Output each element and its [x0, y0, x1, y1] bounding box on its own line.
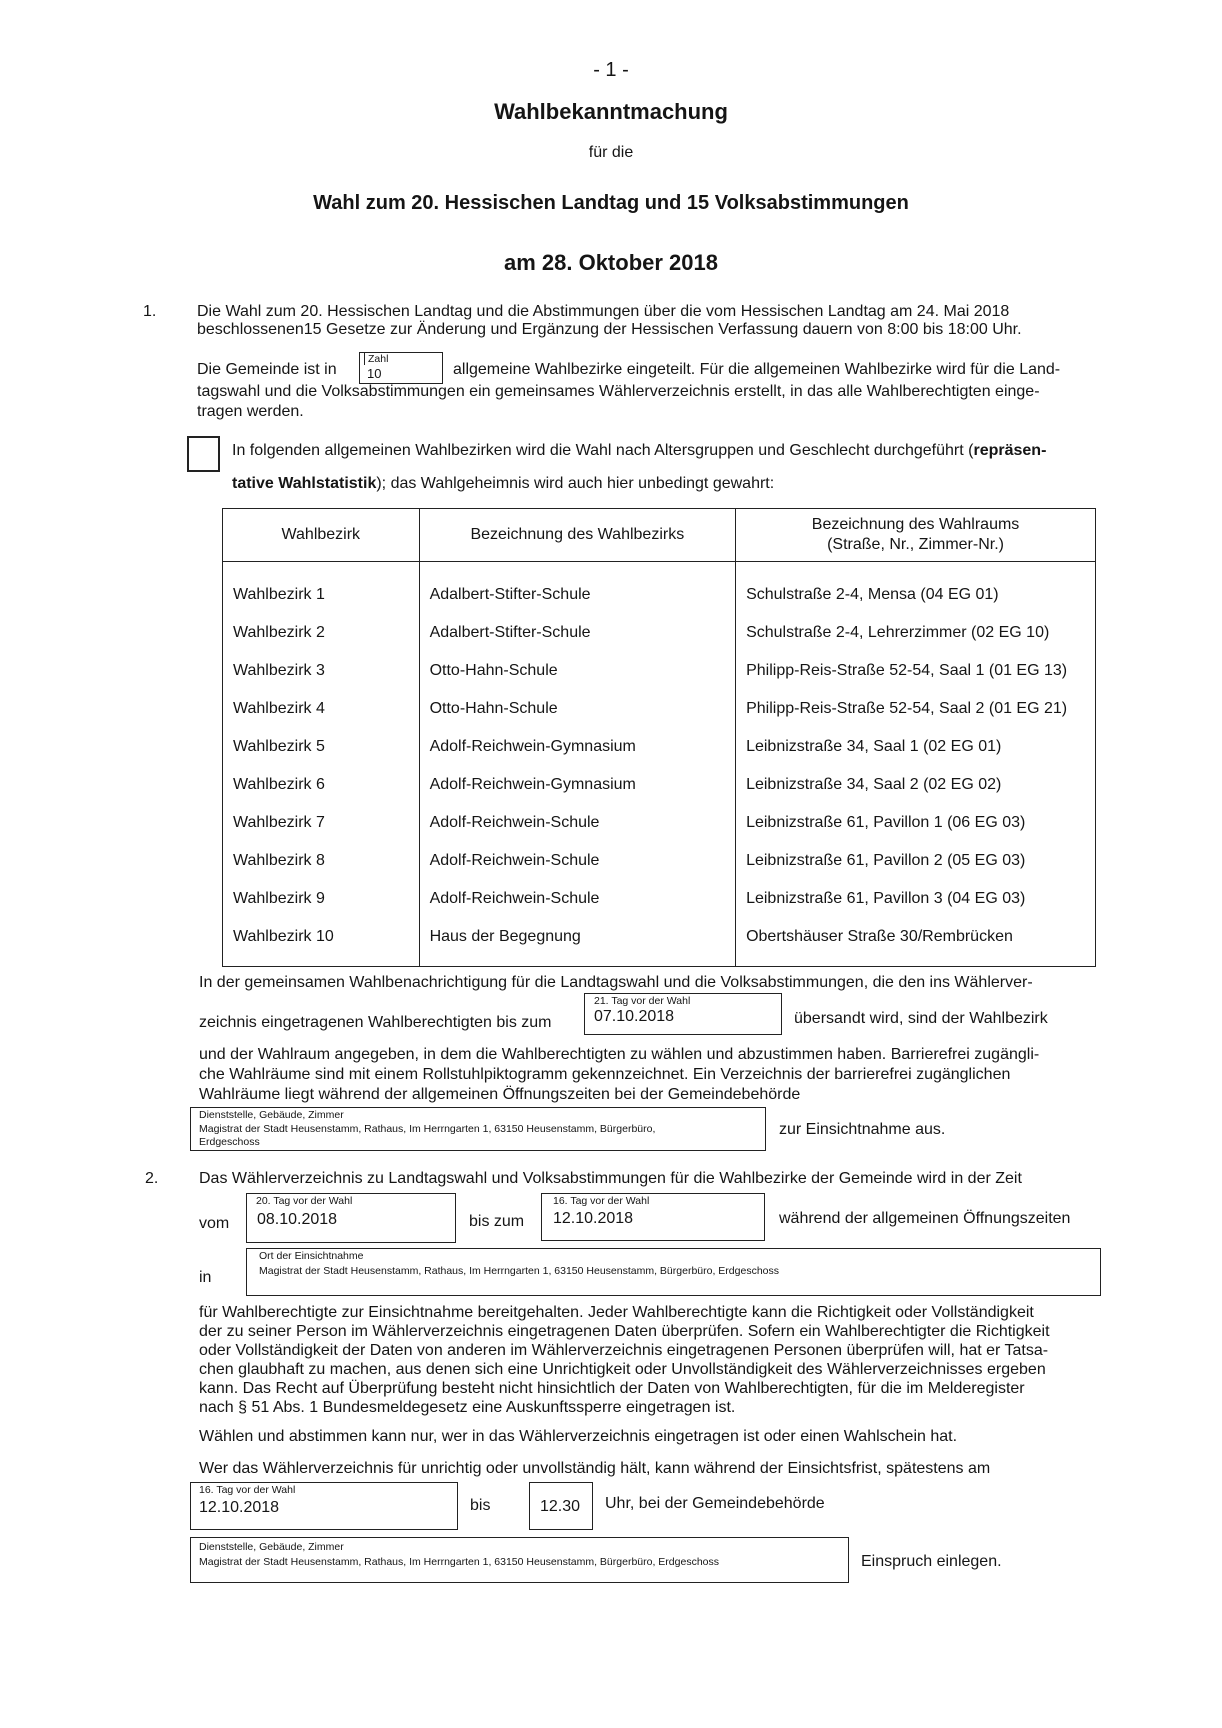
einsicht-from-label: 20. Tag vor der Wahl: [256, 1195, 353, 1207]
benachrichtigung-line-1: In der gemeinsamen Wahlbenachrichtigung für die Landtagswahl und die Volksabstimmungen, die den ins Wählerver-: [199, 974, 1033, 991]
cell-wahlbezirk: Wahlbezirk 5: [223, 728, 420, 766]
section-1-line-5: tragen werden.: [197, 403, 304, 420]
cell-bezeichnung: Otto-Hahn-Schule: [419, 652, 736, 690]
dienststelle-value-1b: Erdgeschoss: [199, 1136, 260, 1148]
section-2-line-1: Das Wählerverzeichnis zu Landtagswahl und Volksabstimmungen für die Wahlbezirke der Gemeinde wird in der Zeit: [199, 1170, 1022, 1187]
einspruch-intro: Wer das Wählerverzeichnis für unrichtig oder unvollständig hält, kann während der Einsichtsfrist, spätestens am: [199, 1460, 991, 1477]
einsicht-from-field: [246, 1193, 456, 1243]
cell-bezeichnung: Adolf-Reichwein-Schule: [419, 880, 736, 918]
table-row: [223, 804, 1096, 842]
in-text: in: [199, 1269, 212, 1286]
dienststelle-value-1: Magistrat der Stadt Heusenstamm, Rathaus, Im Herrngarten 1, 63150 Heusenstamm, Bürgerbüro,: [199, 1123, 656, 1135]
table-row: [223, 766, 1096, 804]
einsicht-from-value: 08.10.2018: [257, 1211, 338, 1228]
table-row: [223, 728, 1096, 766]
cell-bezeichnung: Haus der Begegnung: [419, 918, 736, 967]
dienststelle-label-2: Dienststelle, Gebäude, Zimmer: [199, 1541, 344, 1553]
waehlen-text: Wählen und abstimmen kann nur, wer in das Wählerverzeichnis eingetragen ist oder einen Wahlschein hat.: [199, 1428, 958, 1445]
cell-bezeichnung: Otto-Hahn-Schule: [419, 690, 736, 728]
cell-wahlbezirk: Wahlbezirk 2: [223, 614, 420, 652]
cell-wahlraum: Philipp-Reis-Straße 52-54, Saal 2 (01 EG 21): [736, 690, 1096, 728]
gemeinde-prefix: Die Gemeinde ist in: [197, 361, 337, 378]
section-2-para-2: der zu seiner Person im Wählerverzeichnis eingetragenen Daten überprüfen. Sofern ein Wahlberechtigter die Richtigkeit: [199, 1323, 1050, 1340]
cell-wahlbezirk: Wahlbezirk 3: [223, 652, 420, 690]
cell-wahlbezirk: Wahlbezirk 10: [223, 918, 420, 967]
einsichtnahme-suffix: zur Einsichtnahme aus.: [779, 1121, 946, 1138]
zahl-label: Zahl: [364, 353, 388, 365]
statistik-line-2: [232, 474, 774, 494]
einspruch-deadline-field: [190, 1482, 458, 1530]
dienststelle-value-2: Magistrat der Stadt Heusenstamm, Rathaus, Im Herrngarten 1, 63150 Heusenstamm, Bürgerbüro, Erdgeschoss: [199, 1556, 719, 1568]
section-2-number: 2.: [145, 1170, 159, 1187]
einsicht-to-field: [541, 1193, 765, 1241]
header-wahlraum-line-1: Bezeichnung des Wahlraums: [811, 516, 1020, 533]
cell-wahlbezirk: Wahlbezirk 8: [223, 842, 420, 880]
table-row: [223, 562, 1096, 615]
section-1-line-2: beschlossenen15 Gesetze zur Änderung und Ergänzung der Hessischen Verfassung dauern von 8:00 bis 18:00 Uhr.: [197, 321, 1022, 338]
cell-wahlbezirk: Wahlbezirk 7: [223, 804, 420, 842]
cell-bezeichnung: Adolf-Reichwein-Schule: [419, 842, 736, 880]
statistik-line-1-text: In folgenden allgemeinen Wahlbezirken wird die Wahl nach Altersgruppen und Geschlecht durchgeführt (: [232, 442, 974, 459]
cell-bezeichnung: Adolf-Reichwein-Schule: [419, 804, 736, 842]
statistik-checkbox[interactable]: [187, 436, 220, 472]
cell-wahlbezirk: Wahlbezirk 9: [223, 880, 420, 918]
cell-bezeichnung: Adalbert-Stifter-Schule: [419, 562, 736, 615]
uebersendung-date-field: [584, 993, 782, 1035]
statistik-line-1: [232, 441, 1046, 461]
einspruch-time-value: 12.30: [540, 1498, 581, 1515]
cell-wahlraum: Schulstraße 2-4, Mensa (04 EG 01): [736, 562, 1096, 615]
cell-wahlraum: Obertshäuser Straße 30/Rembrücken: [736, 918, 1096, 967]
vom-text: vom: [199, 1215, 230, 1232]
table-row: [223, 842, 1096, 880]
ort-einsichtnahme-field: [246, 1248, 1101, 1296]
uhr-text: Uhr, bei der Gemeindebehörde: [605, 1495, 825, 1512]
fuer-die-text: für die: [588, 144, 634, 161]
table-row: [223, 614, 1096, 652]
table-row: [223, 918, 1096, 967]
dienststelle-field-1: [190, 1107, 766, 1151]
page-number: - 1 -: [593, 59, 629, 81]
cell-wahlraum: Schulstraße 2-4, Lehrerzimmer (02 EG 10): [736, 614, 1096, 652]
cell-bezeichnung: Adolf-Reichwein-Gymnasium: [419, 766, 736, 804]
benachrichtigung-line-5: Wahlräume liegt während der allgemeinen Öffnungszeiten bei der Gemeindebehörde: [199, 1086, 801, 1103]
cell-wahlbezirk: Wahlbezirk 4: [223, 690, 420, 728]
bis-zum-text: bis zum: [469, 1213, 525, 1230]
ort-einsichtnahme-value: Magistrat der Stadt Heusenstamm, Rathaus, Im Herrngarten 1, 63150 Heusenstamm, Bürgerbüro, Erdgeschoss: [259, 1265, 779, 1277]
einspruch-suffix: Einspruch einlegen.: [861, 1553, 1002, 1570]
uebersendung-date-value: 07.10.2018: [594, 1008, 675, 1025]
cell-wahlraum: Leibnizstraße 34, Saal 2 (02 EG 02): [736, 766, 1096, 804]
table-row: [223, 880, 1096, 918]
zahl-field: [359, 352, 443, 384]
benachrichtigung-line-3: und der Wahlraum angegeben, in dem die Wahlberechtigten zu wählen und abzustimmen haben. Barrierefrei zugängli-: [199, 1046, 1040, 1063]
bis-text: bis: [470, 1497, 491, 1514]
cell-wahlraum: Leibnizstraße 34, Saal 1 (02 EG 01): [736, 728, 1096, 766]
election-date-heading: am 28. Oktober 2018: [503, 250, 718, 275]
header-wahlbezirk: Wahlbezirk: [223, 509, 420, 562]
oeffnungszeiten-text: während der allgemeinen Öffnungszeiten: [779, 1210, 1071, 1227]
section-2-para-1: für Wahlberechtigte zur Einsichtnahme bereitgehalten. Jeder Wahlberechtigte kann die Richtigkeit oder Vollständigkeit: [199, 1304, 1034, 1321]
cell-wahlraum: Leibnizstraße 61, Pavillon 2 (05 EG 03): [736, 842, 1096, 880]
page-title: Wahlbekanntmachung: [494, 99, 728, 124]
gemeinde-suffix: allgemeine Wahlbezirke eingeteilt. Für die allgemeinen Wahlbezirke wird für die Land-: [453, 361, 1061, 378]
table-row: [223, 690, 1096, 728]
ort-einsichtnahme-label: Ort der Einsichtnahme: [259, 1250, 364, 1262]
section-1-line-1: Die Wahl zum 20. Hessischen Landtag und die Abstimmungen über die vom Hessischen Landtag am 24. Mai 2018: [197, 303, 1010, 320]
section-2-para-5: kann. Das Recht auf Überprüfung besteht nicht hinsichtlich der Daten von Wahlberechtigten, für die im Melderegister: [199, 1380, 1025, 1397]
table-row: [223, 652, 1096, 690]
einsicht-to-label: 16. Tag vor der Wahl: [553, 1195, 650, 1207]
header-bezeichnung-wahlbezirk: Bezeichnung des Wahlbezirks: [419, 509, 736, 562]
dienststelle-label-1: Dienststelle, Gebäude, Zimmer: [199, 1109, 344, 1121]
section-1-line-4: tagswahl und die Volksabstimmungen ein gemeinsames Wählerverzeichnis erstellt, in das alle Wahlberechtigten einge-: [197, 383, 1040, 400]
cell-wahlraum: Philipp-Reis-Straße 52-54, Saal 1 (01 EG 13): [736, 652, 1096, 690]
statistik-line-1-bold: repräsen-: [973, 442, 1047, 459]
statistik-line-2-bold: tative Wahlstatistik: [232, 475, 377, 492]
benachrichtigung-line-2-prefix: zeichnis eingetragenen Wahlberechtigten bis zum: [199, 1014, 552, 1031]
cell-wahlraum: Leibnizstraße 61, Pavillon 3 (04 EG 03): [736, 880, 1096, 918]
cell-wahlraum: Leibnizstraße 61, Pavillon 1 (06 EG 03): [736, 804, 1096, 842]
einspruch-deadline-value: 12.10.2018: [199, 1499, 280, 1516]
cell-bezeichnung: Adolf-Reichwein-Gymnasium: [419, 728, 736, 766]
table-header-row: [223, 509, 1096, 562]
wahlbezirk-table: [222, 508, 1096, 967]
einspruch-time-field: [529, 1482, 593, 1530]
section-2-para-6: nach § 51 Abs. 1 Bundesmeldegesetz eine Auskunftssperre eingetragen ist.: [199, 1399, 736, 1416]
dienststelle-field-2: [190, 1537, 849, 1583]
einspruch-deadline-label: 16. Tag vor der Wahl: [199, 1484, 296, 1496]
uebersendung-date-label: 21. Tag vor der Wahl: [594, 995, 691, 1007]
section-2-para-3: oder Vollständigkeit der Daten von anderen im Wählerverzeichnis eingetragenen Personen überprüfen will, hat er Tatsa-: [199, 1342, 1049, 1359]
statistik-line-2-text: ); das Wahlgeheimnis wird auch hier unbedingt gewahrt:: [376, 475, 775, 492]
election-subtitle: Wahl zum 20. Hessischen Landtag und 15 Volksabstimmungen: [313, 192, 909, 214]
cell-bezeichnung: Adalbert-Stifter-Schule: [419, 614, 736, 652]
header-wahlraum-line-2: (Straße, Nr., Zimmer-Nr.): [827, 536, 1004, 553]
section-1-number: 1.: [143, 303, 157, 320]
zahl-value: 10: [367, 366, 382, 381]
header-bezeichnung-wahlraum: [736, 509, 1096, 562]
einsicht-to-value: 12.10.2018: [553, 1210, 634, 1227]
cell-wahlbezirk: Wahlbezirk 1: [223, 562, 420, 615]
cell-wahlbezirk: Wahlbezirk 6: [223, 766, 420, 804]
benachrichtigung-line-2-suffix: übersandt wird, sind der Wahlbezirk: [794, 1010, 1048, 1027]
benachrichtigung-line-4: che Wahlräume sind mit einem Rollstuhlpiktogramm gekennzeichnet. Ein Verzeichnis der barrierefrei zugänglichen: [199, 1066, 1011, 1083]
section-2-para-4: chen glaubhaft zu machen, aus denen sich eine Unrichtigkeit oder Unvollständigkeit des Wählerverzeichnisses ergeben: [199, 1361, 1046, 1378]
